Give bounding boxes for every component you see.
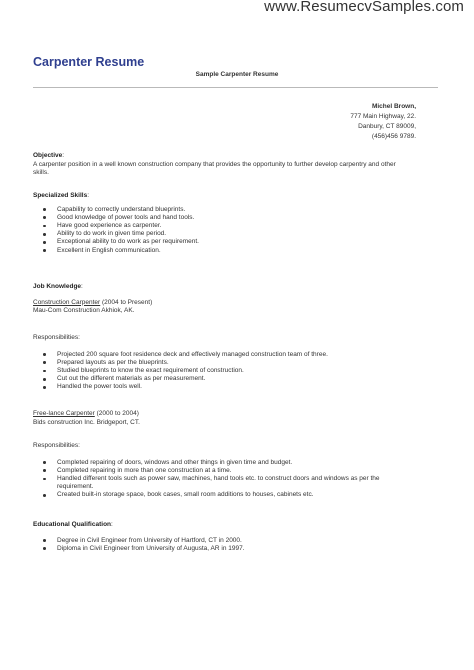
job-title: Construction Carpenter: [33, 298, 101, 306]
objective-heading: Objective:: [33, 152, 65, 159]
job-title-line: [33, 299, 443, 308]
list-item: Capability to correctly understand blueprints.: [33, 206, 443, 214]
list-item: Degree in Civil Engineer from University of Hartford, CT in 2000.: [33, 537, 443, 545]
job-knowledge-heading: Job Knowledge:: [33, 283, 83, 290]
list-item: Handled the power tools well.: [33, 383, 443, 391]
list-item: Completed repairing in more than one construction at a time.: [33, 467, 403, 475]
skills-list: [33, 206, 443, 255]
list-item: Handled different tools such as power saw, machines, hand tools etc. to construct doors and windows as per the requirement.: [33, 475, 403, 491]
list-item: Good knowledge of power tools and hand tools.: [33, 214, 443, 222]
responsibilities-list: [33, 351, 443, 392]
header-divider: [33, 87, 438, 88]
contact-phone: (456)456 9789.: [371, 133, 416, 140]
education-list: [33, 537, 443, 553]
skills-section: [33, 192, 443, 255]
list-item: Prepared layouts as per the blueprints.: [33, 359, 443, 367]
responsibilities-list: [33, 459, 403, 500]
objective-text: A carpenter position in a well known construction company that provides the opportunity to further develop carpentry and other skills.: [33, 160, 396, 176]
contact-name: Michel Brown,: [371, 103, 416, 110]
education-section: [33, 521, 443, 553]
job-title: Free-lance Carpenter: [33, 410, 95, 417]
list-item: Excellent in English communication.: [33, 247, 443, 255]
resume-subtitle: Sample Carpenter Resume: [195, 71, 279, 78]
job-knowledge-section: [33, 283, 443, 316]
list-item: Completed repairing of doors, windows and other things in given time and budget.: [33, 459, 403, 467]
site-url[interactable]: www.ResumecvSamples.com: [264, 0, 464, 15]
job1-responsibilities: [33, 334, 443, 392]
responsibilities-heading: Responsibilities:: [33, 334, 80, 341]
skills-heading: Specialized Skills:: [33, 192, 90, 199]
education-heading: Educational Qualification:: [33, 521, 113, 528]
list-item: Exceptional ability to do work as per requirement.: [33, 238, 443, 246]
contact-city: Danbury, CT 89009,: [358, 123, 416, 130]
job-title-line: [33, 410, 443, 419]
list-item: Projected 200 square foot residence deck and effectively managed construction team of three.: [33, 351, 443, 359]
job2-responsibilities: [33, 442, 443, 500]
resume-title: Carpenter Resume: [33, 55, 145, 69]
list-item: Created built-in storage space, book cases, small room additions to houses, cabinets etc.: [33, 491, 403, 499]
job-company: Mau-Com Construction Akhiok, AK.: [33, 307, 135, 314]
list-item: Cut out the different materials as per measurement.: [33, 375, 443, 383]
contact-block: [350, 102, 416, 142]
job-company: Bids construction Inc. Bridgeport, CT.: [33, 418, 140, 426]
list-item: Have good experience as carpenter.: [33, 222, 443, 230]
list-item: Studied blueprints to know the exact requirement of construction.: [33, 367, 443, 375]
job-period: (2000 to 2004): [94, 410, 139, 417]
contact-street: 777 Main Highway, 22.: [350, 113, 416, 120]
objective-section: [33, 152, 443, 178]
list-item: Ability to do work in given time period.: [33, 230, 443, 238]
job2-section: [33, 410, 443, 427]
responsibilities-heading: Responsibilities:: [33, 442, 80, 449]
job-period: (2004 to Present): [100, 298, 153, 306]
list-item: Diploma in Civil Engineer from University of Augusta, AR in 1997.: [33, 545, 443, 553]
